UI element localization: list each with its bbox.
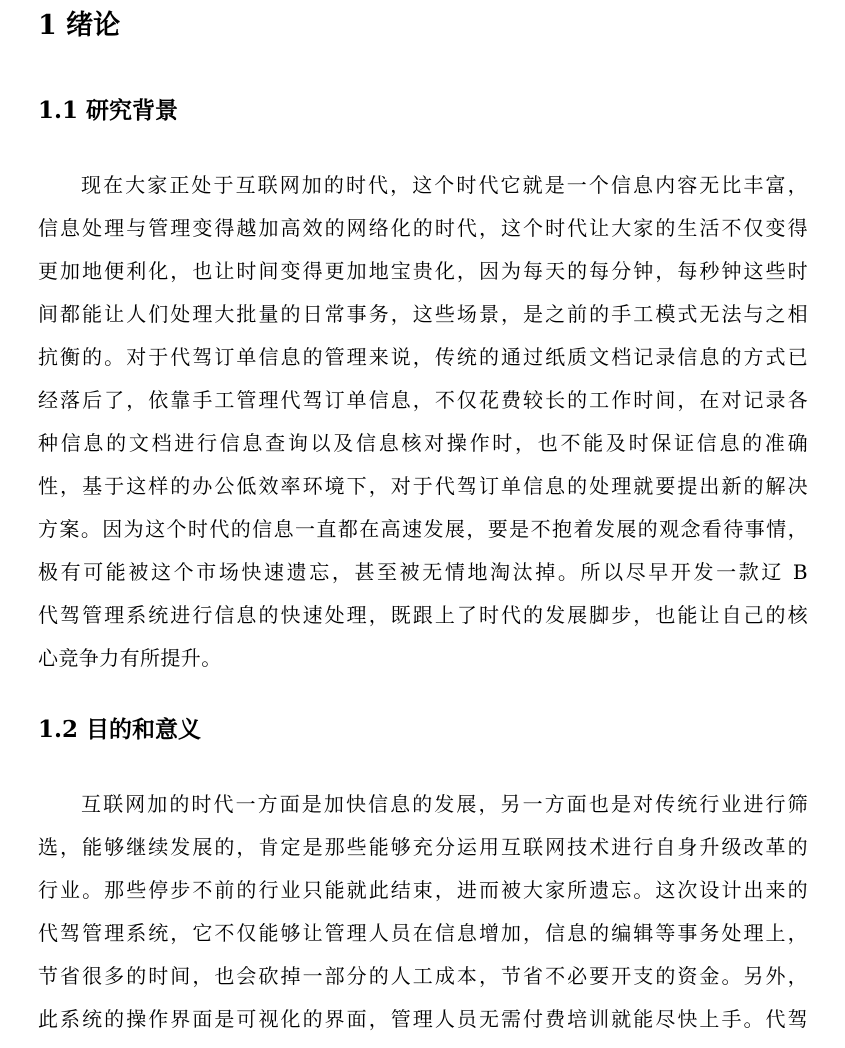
paragraph-line: 心竞争力有所提升。 [38, 646, 222, 670]
paragraph-line: 种信息的文档进行信息查询以及信息核对操作时，也不能及时保证信息的准确 [38, 431, 808, 455]
paragraph-line: 信息处理与管理变得越加高效的网络化的时代，这个时代让大家的生活不仅变得 [38, 216, 808, 240]
paragraph-research-background [38, 164, 808, 680]
paragraph-line: 此系统的操作界面是可视化的界面，管理人员无需付费培训就能尽快上手。代驾 [38, 1007, 808, 1031]
section-heading-research-background: 1.1 研究背景 [38, 97, 179, 124]
section-heading-purpose-significance: 1.2 目的和意义 [38, 716, 202, 743]
paragraph-line: 选，能够继续发展的，肯定是那些能够充分运用互联网技术进行自身升级改革的 [38, 835, 808, 859]
paragraph-line: 现在大家正处于互联网加的时代，这个时代它就是一个信息内容无比丰富， [81, 173, 808, 197]
paragraph-purpose-significance [38, 783, 808, 1041]
paragraph-line: 互联网加的时代一方面是加快信息的发展，另一方面也是对传统行业进行筛 [81, 792, 808, 816]
paragraph-line: 代驾管理系统进行信息的快速处理，既跟上了时代的发展脚步，也能让自己的核 [38, 603, 808, 627]
paragraph-line: 抗衡的。对于代驾订单信息的管理来说，传统的通过纸质文档记录信息的方式已 [38, 345, 808, 369]
paragraph-line: 极有可能被这个市场快速遗忘，甚至被无情地淘汰掉。所以尽早开发一款辽 B [38, 560, 808, 584]
paragraph-line: 代驾管理系统，它不仅能够让管理人员在信息增加，信息的编辑等事务处理上， [38, 921, 808, 945]
paragraph-line: 更加地便利化，也让时间变得更加地宝贵化，因为每天的每分钟，每秒钟这些时 [38, 259, 808, 283]
paragraph-line: 节省很多的时间，也会砍掉一部分的人工成本，节省不必要开支的资金。另外， [38, 964, 808, 988]
paragraph-line: 方案。因为这个时代的信息一直都在高速发展，要是不抱着发展的观念看待事情， [38, 517, 808, 541]
paragraph-line: 经落后了，依靠手工管理代驾订单信息，不仅花费较长的工作时间，在对记录各 [38, 388, 808, 412]
paragraph-line: 间都能让人们处理大批量的日常事务，这些场景，是之前的手工模式无法与之相 [38, 302, 808, 326]
paragraph-line: 性，基于这样的办公低效率环境下，对于代驾订单信息的处理就要提出新的解决 [38, 474, 808, 498]
chapter-heading: 1 绪论 [38, 10, 121, 41]
paragraph-line: 行业。那些停步不前的行业只能就此结束，进而被大家所遗忘。这次设计出来的 [38, 878, 808, 902]
